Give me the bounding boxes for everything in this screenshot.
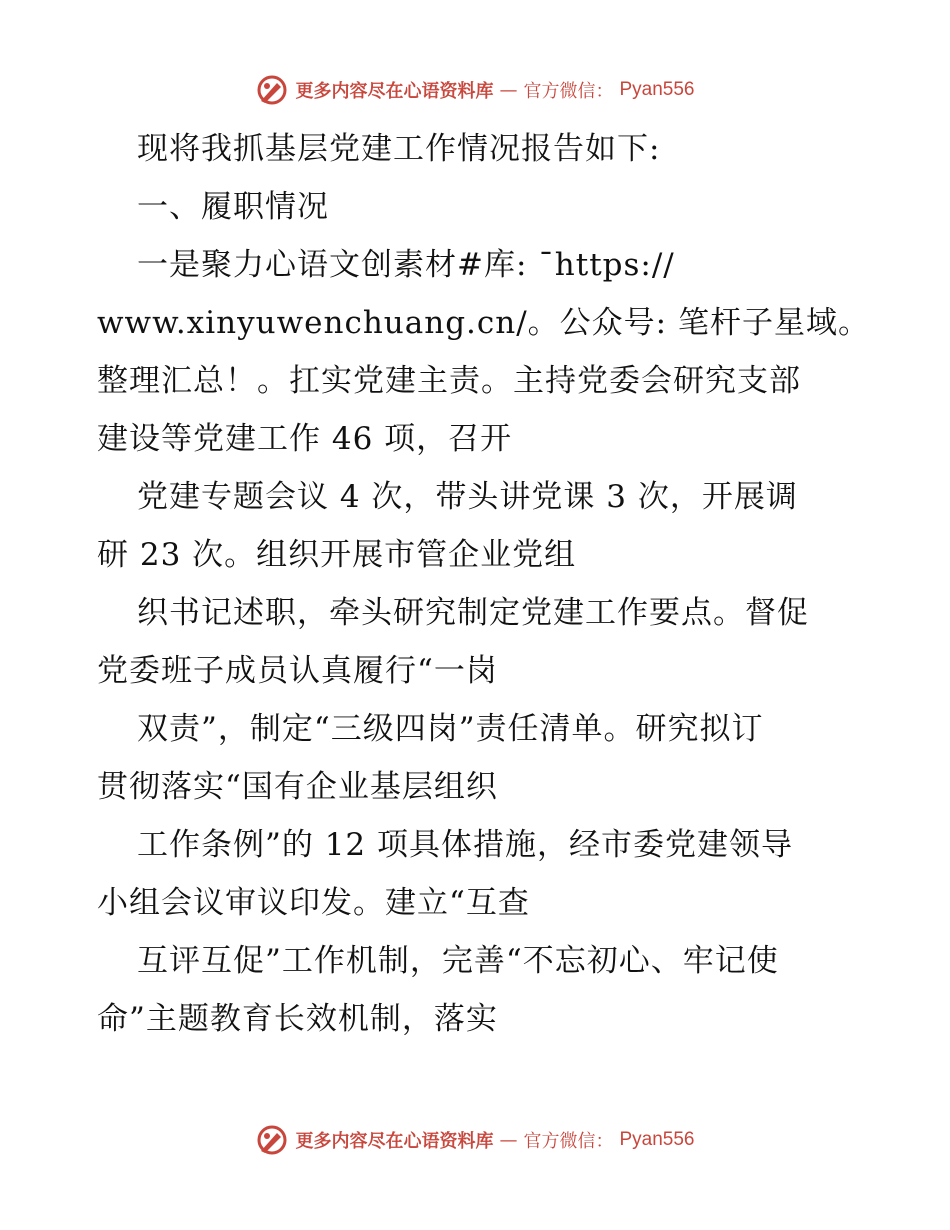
header-banner [0,70,950,110]
section-heading: 一、履职情况 [137,189,329,225]
text-line: 研 23 次。组织开展市管企业党组 [97,537,577,573]
text-line: 现将我抓基层党建工作情况报告如下: [137,131,661,167]
banner-dash: — [499,79,518,101]
footer-banner [0,1120,950,1160]
text-line: 织书记述职，牵头研究制定党建工作要点。督促 [137,595,809,631]
text-line: www.xinyuwenchuang.cn/。公众号: 笔杆子星域。 [97,305,870,341]
pen-logo-icon [255,73,289,107]
banner-wechat-id: Pyan556 [619,79,695,100]
text-line: 整理汇总！。扛实党建主责。主持党委会研究支部 [97,363,801,399]
banner-official-label: 官方微信： [523,1131,614,1152]
text-line: 互评互促”工作机制，完善“不忘初心、牢记使 [137,943,779,979]
text-line: 小组会议审议印发。建立“互查 [97,885,530,921]
banner-main-text: 更多内容尽在心语资料库 [295,81,494,102]
text-line: 党建专题会议 4 次，带头讲党课 3 次，开展调 [137,479,798,515]
text-line: 党委班子成员认真履行“一岗 [97,653,498,689]
banner-main-text: 更多内容尽在心语资料库 [295,1131,494,1152]
text-line: 建设等党建工作 46 项，召开 [97,421,513,457]
pen-logo-icon [255,1123,289,1157]
text-line: 双责”，制定“三级四岗”责任清单。研究拟订 [137,711,764,747]
banner-wechat-id: Pyan556 [619,1129,695,1150]
text-line: 一是聚力心语文创素材#库: ¯https:// [137,247,675,283]
banner-official-label: 官方微信： [523,81,614,102]
banner-dash: — [499,1129,518,1151]
text-line: 命”主题教育长效机制，落实 [97,1001,498,1037]
text-line: 工作条例”的 12 项具体措施，经市委党建领导 [137,827,794,863]
text-line: 贯彻落实“国有企业基层组织 [97,769,498,805]
